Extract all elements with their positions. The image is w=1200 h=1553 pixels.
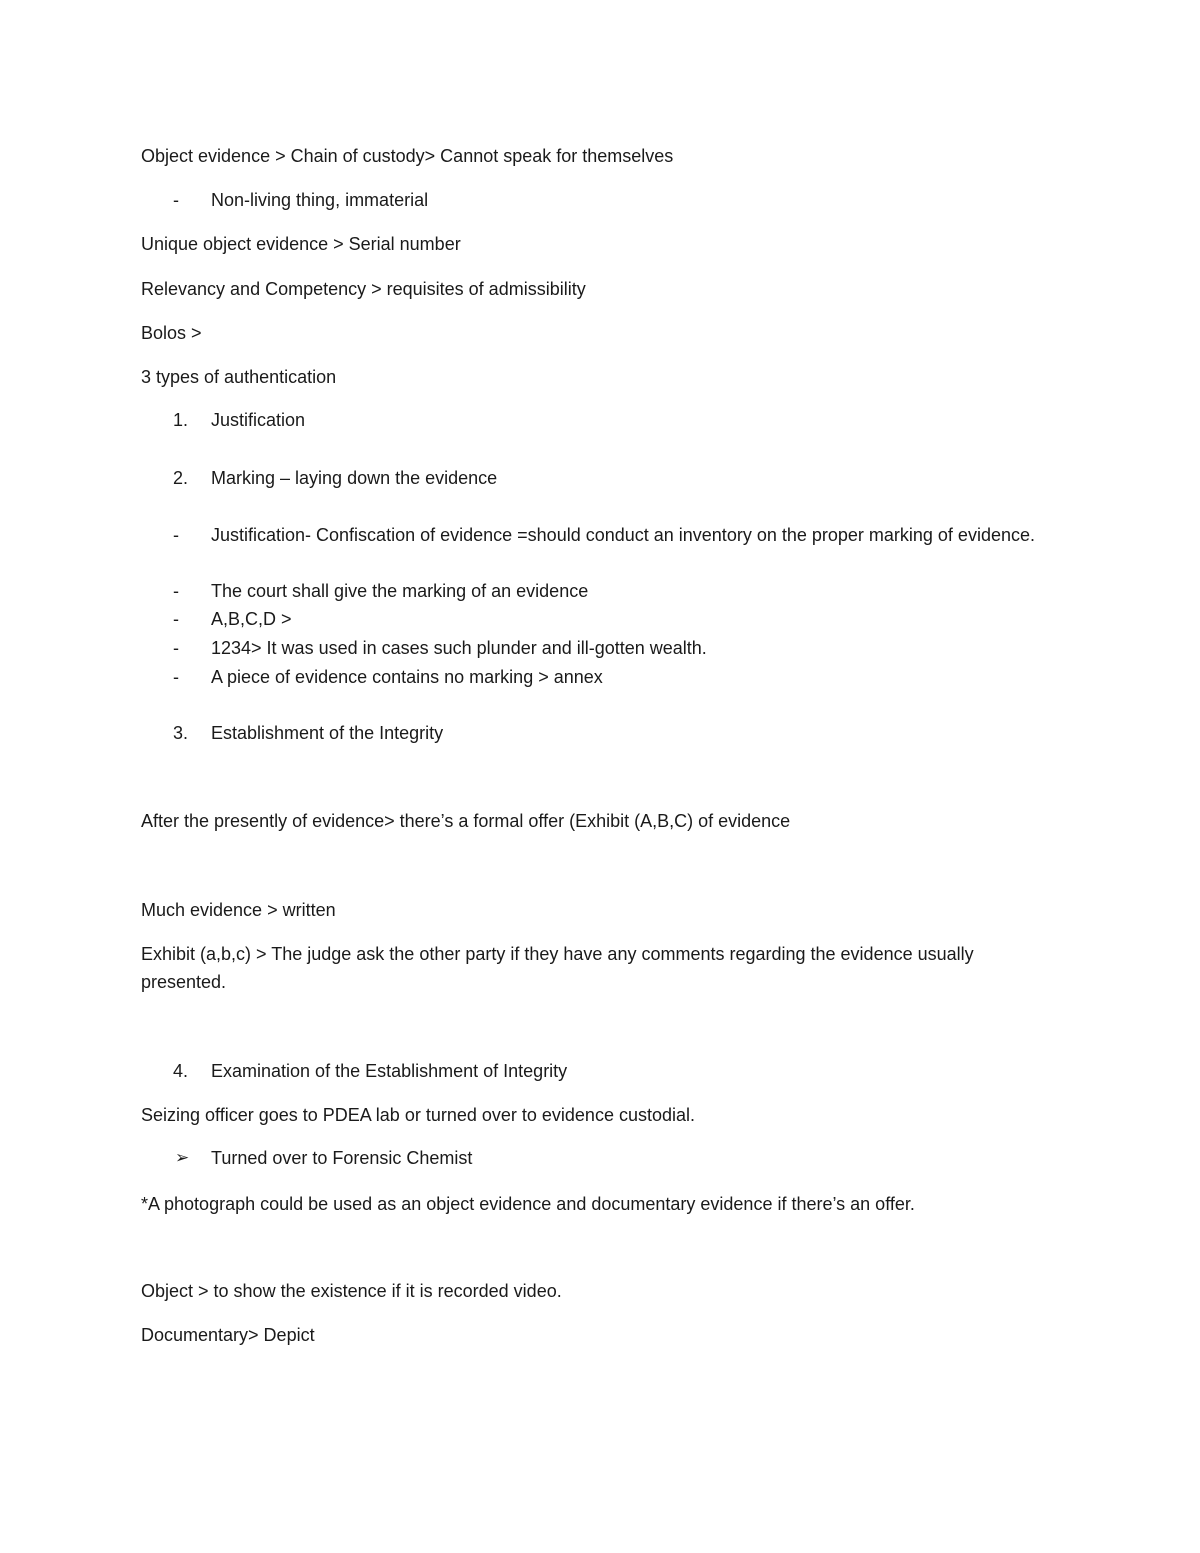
paragraph-bolos: Bolos > [141,323,202,343]
paragraph-object-video: Object > to show the existence if it is recorded video. [141,1281,562,1301]
dash-item-text: 1234> It was used in cases such plunder and ill-gotten wealth. [211,638,707,658]
dash-bullet: - [173,609,179,629]
number-marker: 2. [173,468,189,488]
paragraph-unique-object: Unique object evidence > Serial number [141,234,461,254]
paragraph-much-evidence: Much evidence > written [141,900,336,920]
paragraph-exhibit: Exhibit (a,b,c) > The judge ask the other party if they have any comments regarding the evidence usually presented. [141,944,974,992]
numbered-item-text: Marking – laying down the evidence [211,468,498,488]
numbered-item-text: Establishment of the Integrity [211,723,444,743]
dash-item-text: Justification- Confiscation of evidence =should conduct an inventory on the proper marking of evidence. [211,525,1035,545]
paragraph-seizing-officer: Seizing officer goes to PDEA lab or turned over to evidence custodial. [141,1105,695,1125]
dash-bullet: - [173,581,179,601]
paragraph-types-authentication: 3 types of authentication [141,367,337,387]
numbered-item-text: Justification [211,410,306,430]
dash-bullet: - [173,190,179,210]
dash-item-text: A piece of evidence contains no marking > annex [211,667,603,687]
dash-bullet: - [173,525,179,545]
arrow-bullet-icon: ➢ [175,1148,190,1167]
dash-item-text: The court shall give the marking of an evidence [211,581,589,601]
number-marker: 4. [173,1061,189,1081]
numbered-item-text: Examination of the Establishment of Integrity [211,1061,568,1081]
number-marker: 1. [173,410,189,430]
dash-bullet: - [173,638,179,658]
arrow-item-text: Turned over to Forensic Chemist [211,1148,473,1168]
dash-item-text: A,B,C,D > [211,609,292,629]
paragraph-photograph: *A photograph could be used as an object evidence and documentary evidence if there’s an offer. [141,1194,915,1214]
paragraph-relevancy: Relevancy and Competency > requisites of admissibility [141,279,586,299]
number-marker: 3. [173,723,189,743]
paragraph-formal-offer: After the presently of evidence> there’s a formal offer (Exhibit (A,B,C) of evidence [141,811,791,831]
paragraph-documentary: Documentary> Depict [141,1325,315,1345]
paragraph-object-evidence: Object evidence > Chain of custody> Cannot speak for themselves [141,146,674,166]
dash-bullet: - [173,667,179,687]
dash-item-text: Non-living thing, immaterial [211,190,429,210]
